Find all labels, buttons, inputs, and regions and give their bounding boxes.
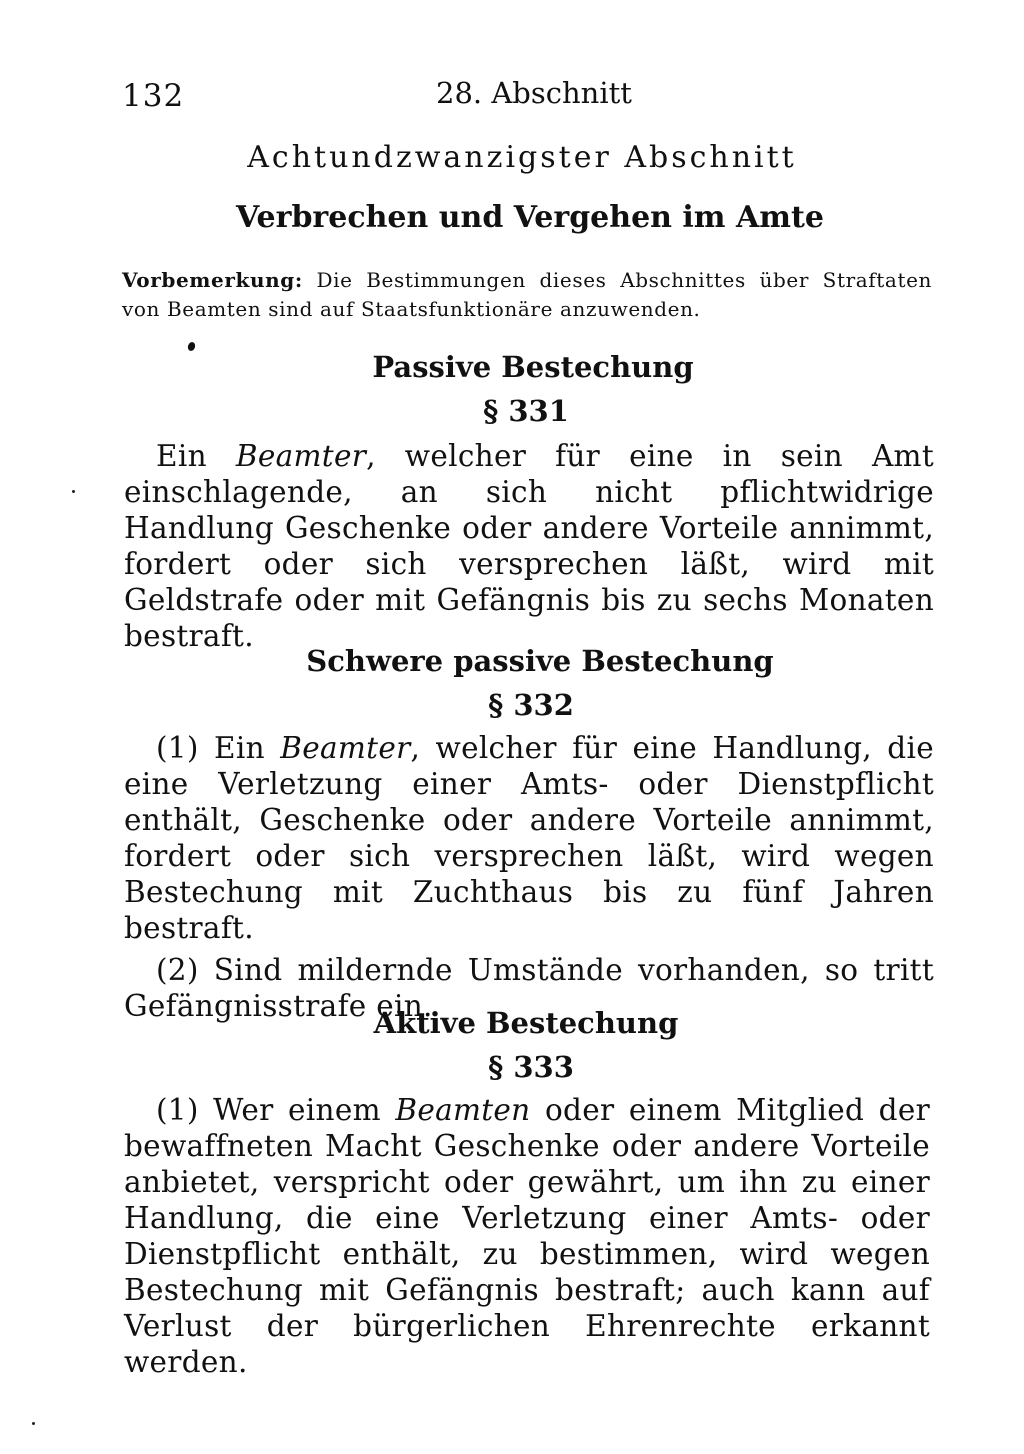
chapter-subtitle: Verbrechen und Vergehen im Amte [236,200,824,235]
prenote-text: Die Bestimmungen dieses Abschnittes über Straftaten von Beamten sind auf Staatsfunktionäre anzuwenden. [122,268,932,321]
prenote [122,266,932,324]
chapter-title: Achtundzwanzigster Abschnitt [247,140,797,175]
page-number: 132 [122,78,185,114]
section-body-333 [124,1092,930,1380]
section-heading-333: Aktive Bestechung [373,1006,679,1040]
running-head: 28. Abschnitt [436,76,632,110]
section-body-332 [124,730,934,1024]
paragraph-text: Ein Beamter, welcher für eine in sein Amt einschlagende, an sich nicht pflichtwidrige Handlung Geschenke oder andere Vorteile annimmt, fordert oder sich versprechen läßt, wird mit Geldstrafe oder mit Gefängnis bis zu sechs Monaten bestraft. [124,439,934,653]
prenote-label: Vorbemerkung: [122,268,303,292]
paper-speck [72,490,75,493]
paragraph-text: (1) Wer einem Beamten oder einem Mitglied der bewaffneten Macht Geschenke oder andere Vorteile anbietet, verspricht oder gewährt, um ihn zu einer Handlung, die eine Verletzung einer Amts- oder Dienstpflicht enthält, zu bestimmen, wird wegen Bestechung mit Gefängnis bestraft; auch kann auf Verlust der bürgerlichen Ehrenrechte erkannt werden. [124,1093,930,1379]
section-heading-332: Schwere passive Bestechung [306,644,774,678]
paragraph-text-2: (2) Sind mildernde Umstände vorhanden, so tritt Gefängnisstrafe ein. [124,953,934,1023]
paper-speck [32,1422,35,1425]
section-heading-331: Passive Bestechung [372,350,694,384]
paragraph-number-333: § 333 [488,1050,574,1084]
paragraph-number-332: § 332 [488,688,574,722]
paragraph-number-331: § 331 [483,394,569,428]
paragraph-text-1: (1) Ein Beamter, welcher für eine Handlung, die eine Verletzung einer Amts- oder Dienstpflicht enthält, Geschenke oder andere Vorteile annimmt, fordert oder sich versprechen läßt, wird wegen Bestechung mit Zuchthaus bis zu fünf Jahren bestraft. [124,731,934,945]
section-body-331 [124,438,934,654]
